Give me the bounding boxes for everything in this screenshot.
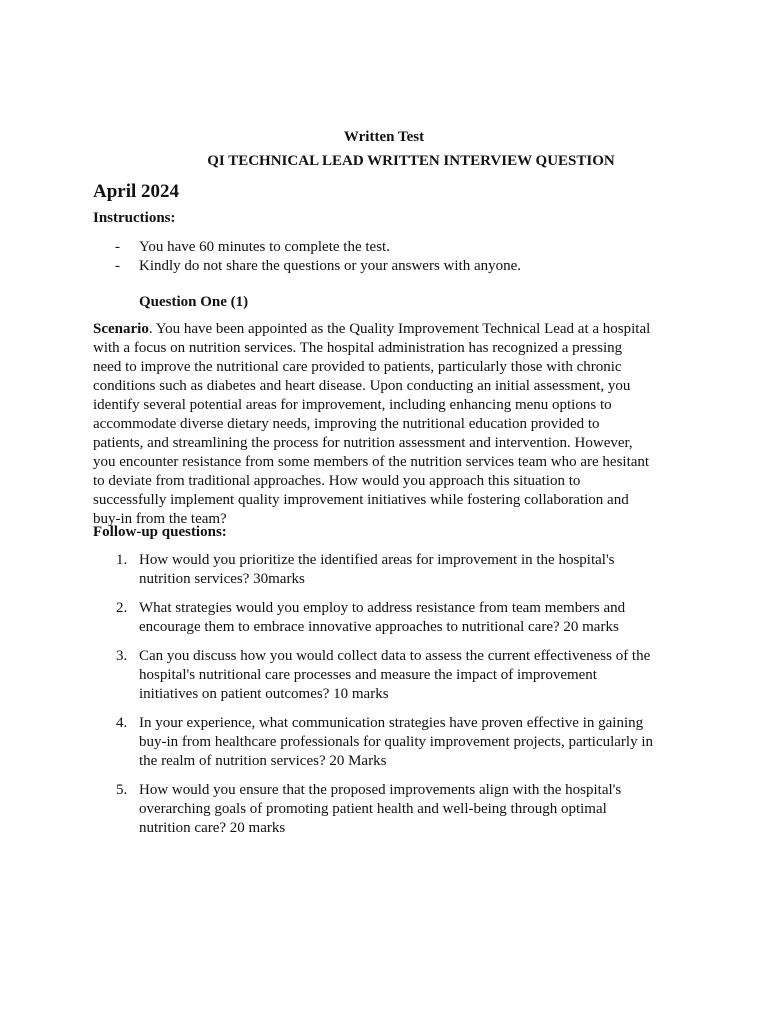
document-subtitle: QI TECHNICAL LEAD WRITTEN INTERVIEW QUESTION — [207, 153, 615, 169]
scenario-paragraph — [93, 320, 653, 529]
question-heading: Question One (1) — [139, 294, 249, 310]
followup-item — [93, 551, 653, 589]
followup-item — [93, 781, 653, 838]
instruction-item — [115, 257, 521, 276]
followup-text: Can you discuss how you would collect data to assess the current effectiveness of the hospital's nutritional care processes and measure the impact of improvement initiatives on patient outcomes? 10 marks — [139, 648, 651, 702]
list-bullet: - — [115, 239, 120, 255]
followup-text: How would you ensure that the proposed improvements align with the hospital's overarching goals of promoting patient health and well-being through optimal nutrition care? 20 marks — [139, 782, 622, 836]
followup-list — [93, 551, 653, 848]
followup-text: In your experience, what communication strategies have proven effective in gaining buy-in from healthcare professionals for quality improvement projects, particularly in the realm of nutrition services? 20 Marks — [139, 715, 654, 769]
followup-item — [93, 599, 653, 637]
followup-item — [93, 714, 653, 771]
scenario-label: Scenario — [93, 321, 149, 337]
scenario-text: . You have been appointed as the Quality Improvement Technical Lead at a hospital with a focus on nutrition services. The hospital administration has recognized a pressing need to improve the nutritional care provided to patients, particularly those with chronic conditions such as diabetes and heart disease. Upon conducting an initial assessment, you identify several potential areas for improvement, including enhancing menu options to accommodate diverse dietary needs, improving the nutritional education provided to patients, and streamlining the process for nutrition assessment and intervention. However, you encounter resistance from some members of the nutrition services team who are hesitant to deviate from traditional approaches. How would you approach this situation to successfully implement quality improvement initiatives while fostering collaboration and buy-in from the team? — [93, 321, 651, 527]
item-number: 4. — [116, 715, 128, 731]
item-number: 5. — [116, 782, 128, 798]
instructions-heading: Instructions: — [93, 210, 176, 226]
instructions-list — [115, 238, 521, 276]
item-number: 1. — [116, 552, 128, 568]
instruction-text: You have 60 minutes to complete the test. — [139, 239, 390, 255]
instruction-text: Kindly do not share the questions or your answers with anyone. — [139, 258, 522, 274]
followup-text: How would you prioritize the identified areas for improvement in the hospital's nutrition services? 30marks — [139, 552, 615, 587]
item-number: 2. — [116, 600, 128, 616]
followup-item — [93, 647, 653, 704]
document-title: Written Test — [343, 129, 425, 145]
followup-text: What strategies would you employ to address resistance from team members and encourage them to embrace innovative approaches to nutritional care? 20 marks — [139, 600, 626, 635]
followup-heading: Follow-up questions: — [93, 524, 227, 540]
instruction-item — [115, 238, 521, 257]
item-number: 3. — [116, 648, 128, 664]
document-date: April 2024 — [93, 181, 180, 202]
list-bullet: - — [115, 258, 120, 274]
